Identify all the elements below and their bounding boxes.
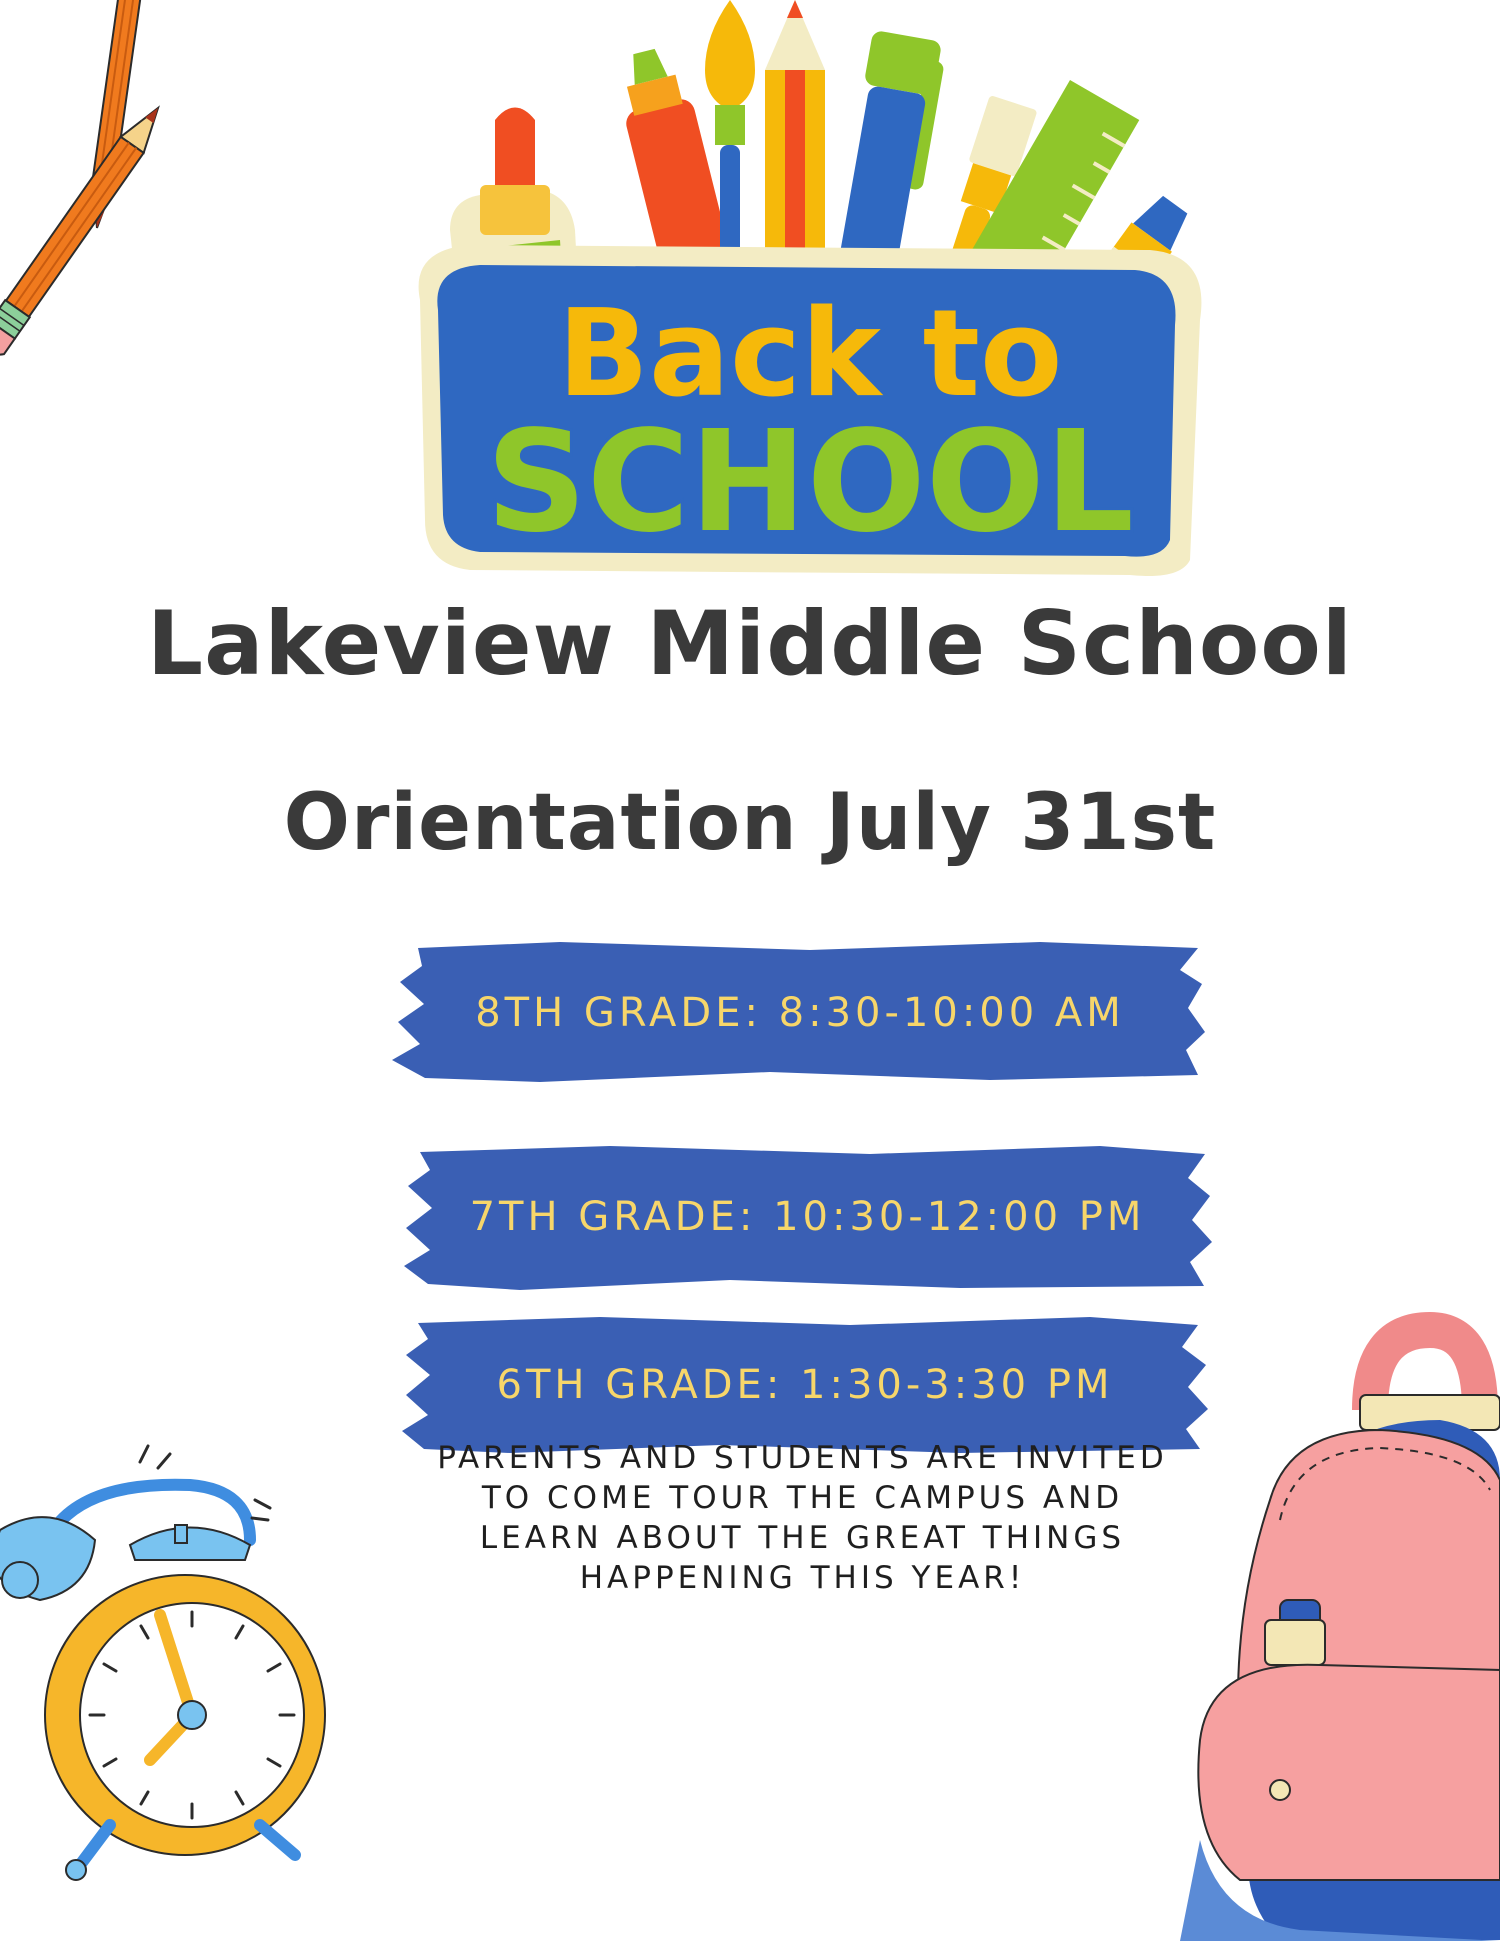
back-to-school-logo — [410, 0, 1210, 580]
orientation-title: Orientation July 31st — [283, 778, 1217, 868]
invitation-line: TO COME TOUR THE CAMPUS AND — [481, 1480, 1124, 1516]
alarm-clock-icon — [0, 1440, 340, 1880]
logo-line1: Back to — [557, 285, 1063, 424]
schedule-label: 8TH GRADE: 8:30-10:00 AM — [475, 989, 1125, 1036]
schedule-item-7th-grade — [400, 1142, 1215, 1292]
invitation-text — [380, 1438, 1225, 1598]
backpack-icon — [1180, 1320, 1500, 1941]
schedule-label: 6TH GRADE: 1:30-3:30 PM — [496, 1362, 1114, 1408]
schedule-item-6th-grade — [400, 1315, 1210, 1455]
invitation-line: PARENTS AND STUDENTS ARE INVITED — [437, 1440, 1168, 1476]
schedule-label: 7TH GRADE: 10:30-12:00 PM — [469, 1194, 1146, 1240]
invitation-line: LEARN ABOUT THE GREAT THINGS — [479, 1520, 1126, 1556]
invitation-line: HAPPENING THIS YEAR! — [579, 1560, 1026, 1596]
logo-line2: SCHOOL — [486, 401, 1134, 564]
pencils-icon — [40, 0, 250, 390]
schedule-item-8th-grade — [390, 940, 1210, 1085]
school-name: Lakeview Middle School — [147, 592, 1353, 695]
